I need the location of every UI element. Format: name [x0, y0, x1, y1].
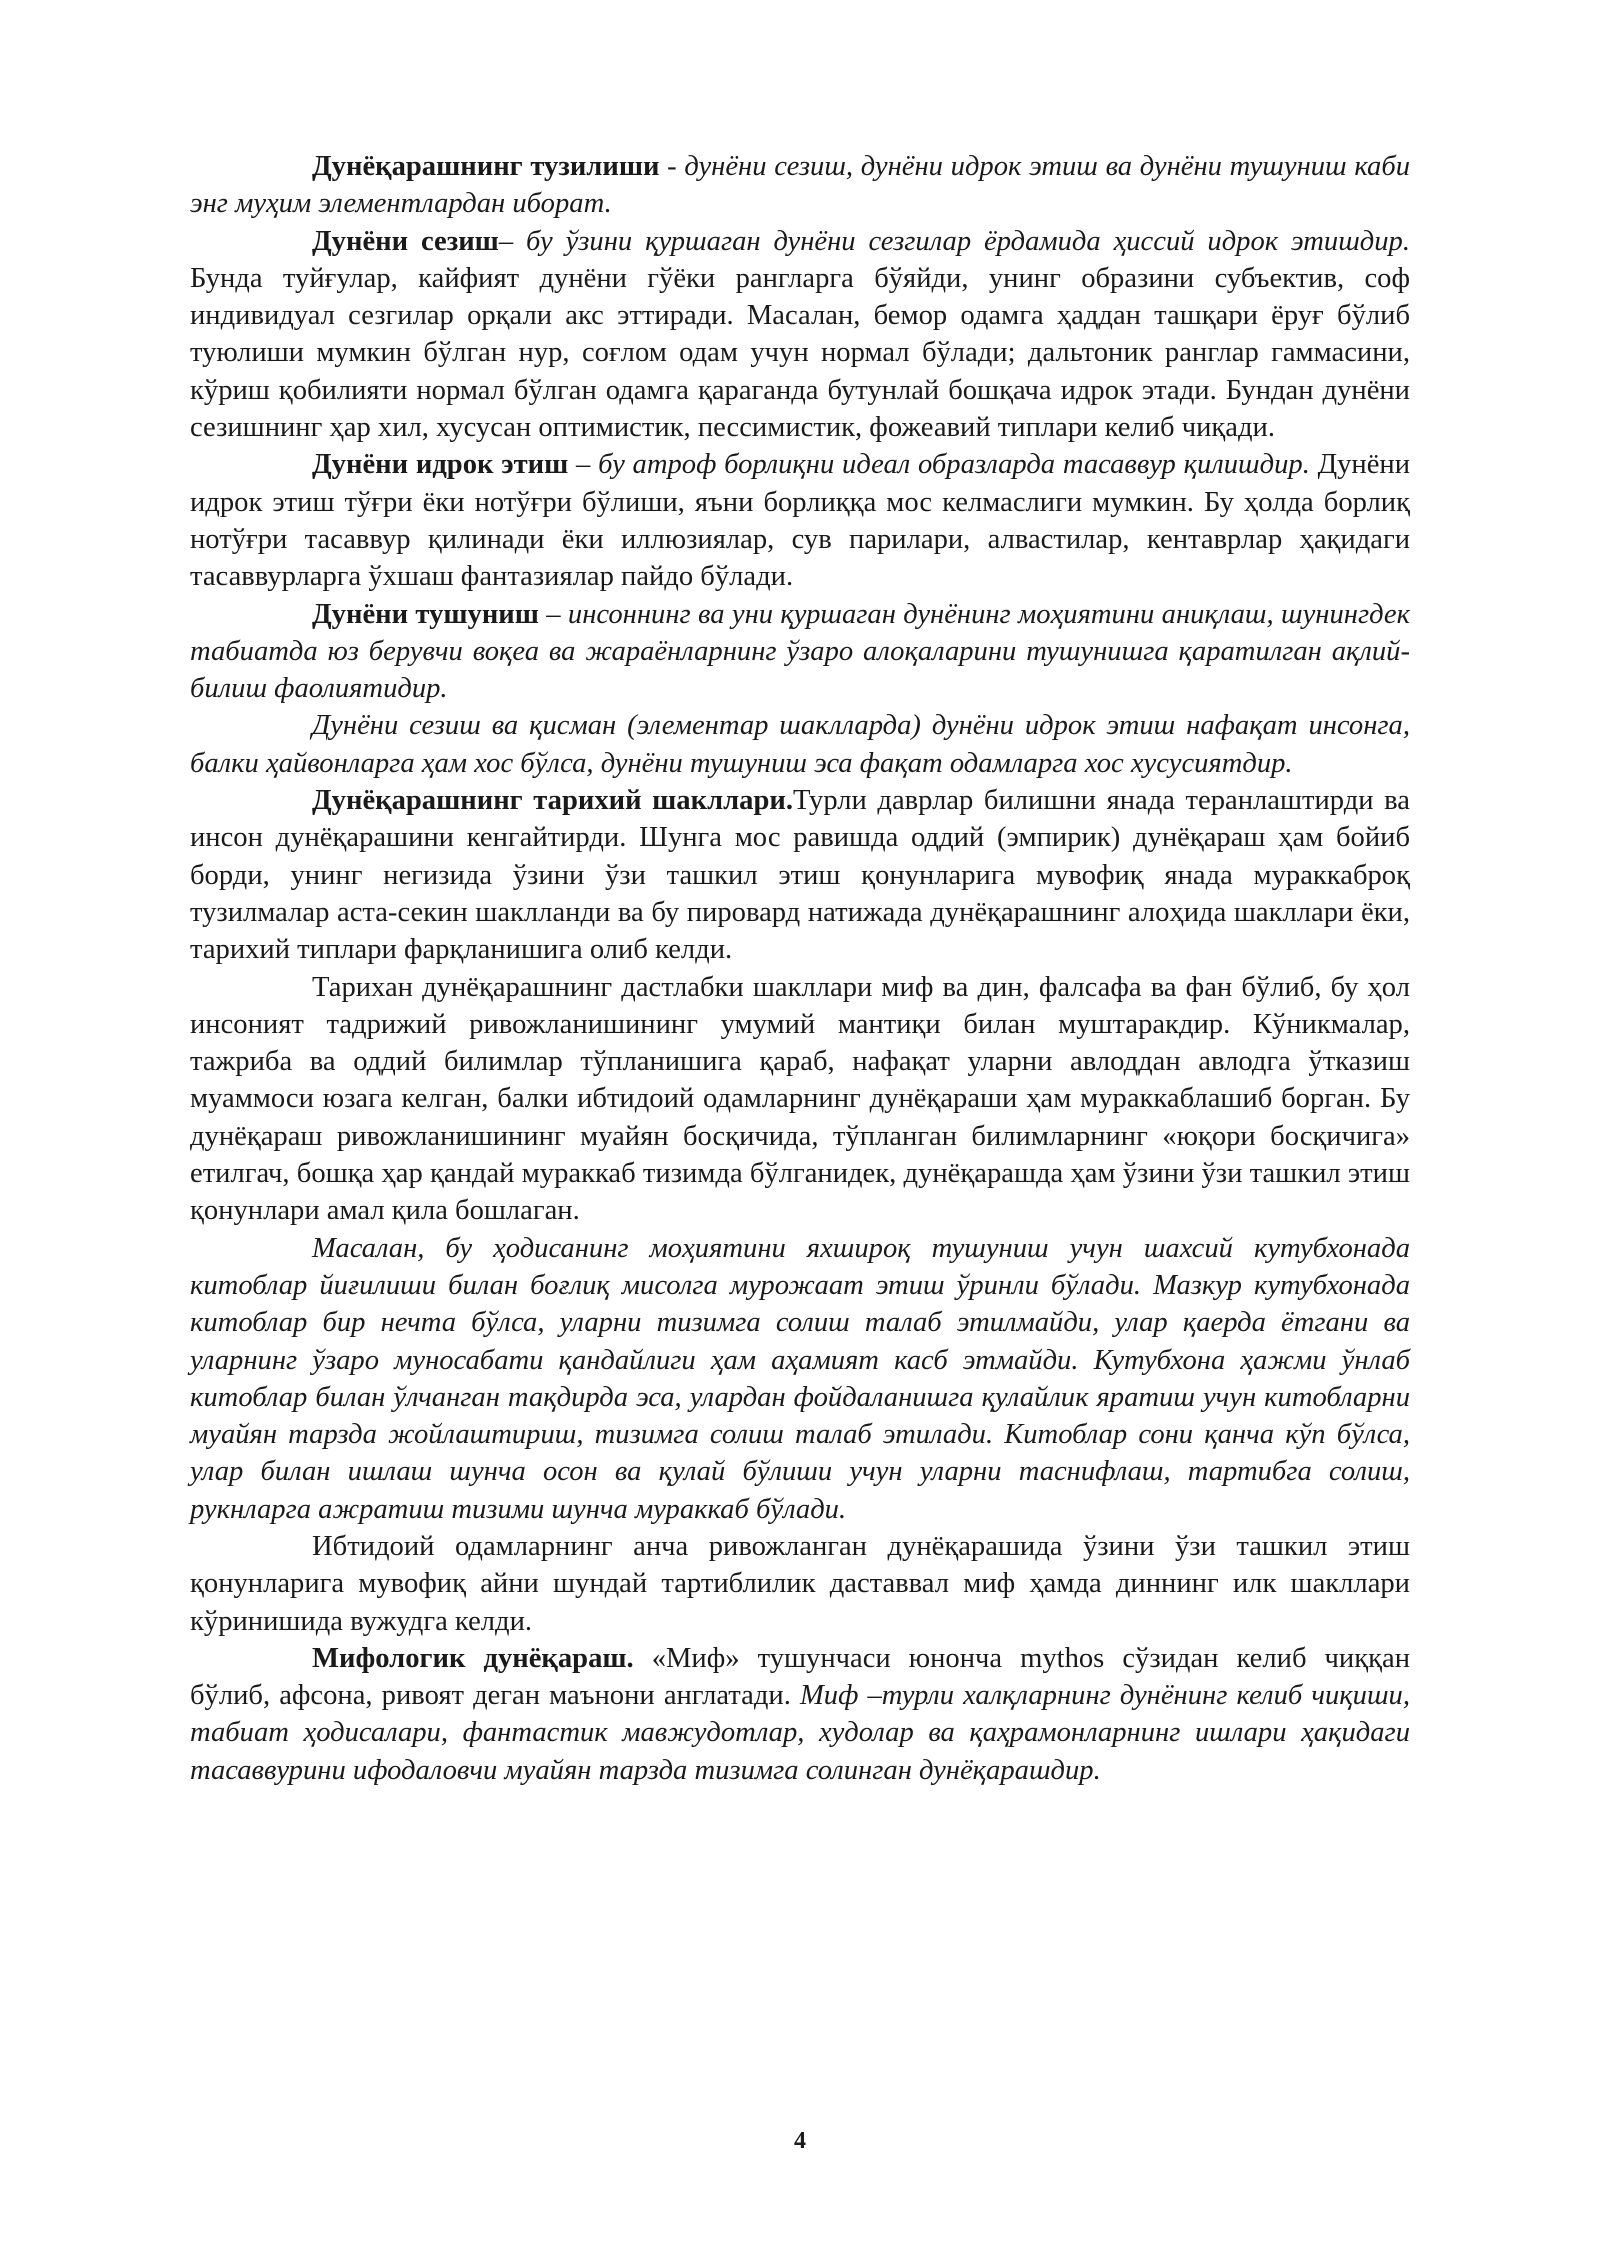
paragraph-world-understanding — [190, 596, 1410, 708]
italic-text: Дунёни сезиш ва қисман (элементар шаклларда) дунёни идрок этиш нафақат инсонга, балки ҳайвонларга ҳам хос бўлса, дунёни тушуниш эса фақат одамларга хос хусусиятдир. — [190, 710, 1410, 779]
term-world-sensation: Дунёни сезиш — [312, 225, 499, 257]
paragraph-world-sensation — [190, 223, 1410, 447]
paragraph-human-specificity — [190, 707, 1410, 782]
text-run: Турли даврлар билишни янада теранлаштирди ва инсон дунёқарашини кенгайтирди. Шунга мос равишда оддий (эмпирик) дунёқараш ҳам бойиб борди, унинг негизида ўзини ўзи ташкил этиш қонунларига мувофиқ янада мураккаброқ тузилмалар аста-секин шаклланди ва бу пировард натижада дунёқарашнинг алоҳида шакллари ёки, тарихий типлари фарқланишига олиб келди. — [190, 785, 1410, 966]
paragraph-library-example — [190, 1230, 1410, 1528]
definition-text: бу атроф борлиқни идеал образларда тасаввур қилишдир. — [598, 449, 1310, 481]
paragraph-world-perception — [190, 446, 1410, 595]
paragraph-primitive-worldview — [190, 1528, 1410, 1640]
text-run: Тарихан дунёқарашнинг дастлабки шакллари миф ва дин, фалсафа ва фан бўлиб, бу ҳол инсоният тадрижий ривожланишининг умумий мантиқи билан муштаракдир. Кўникмалар, тажриба ва оддий билимлар тўпланишига қараб, нафақат уларни авлоддан авлодга ўтказиш муаммоси юзага келган, балки ибтидоий одамларнинг дунёқараши ҳам мураккаблашиб борган. Бу дунёқараш ривожланишининг муайян босқичида, тўпланган билимларнинг «юқори босқичига» етилгач, бошқа ҳар қандай мураккаб тизимда бўлганидек, дунёқарашда ҳам ўзини ўзи ташкил этиш қонунлари амал қила бошлаган. — [190, 971, 1410, 1227]
text-run: - — [659, 151, 685, 182]
text-run: Ибтидоий одамларнинг анча ривожланган дунёқарашида ўзини ўзи ташкил этиш қонунларига мувофиқ айни шундай тартиблилик даставвал миф ҳамда диннинг илк шакллари кўринишида вужудга келди. — [190, 1530, 1410, 1637]
paragraph-worldview-structure — [190, 148, 1410, 223]
text-run: Бунда туйғулар, кайфият дунёни гўёки рангларга бўяйди, унинг образини субъектив, соф индивидуал сезгилар орқали акс эттиради. Масалан, бемор одамга ҳаддан ташқари ёруғ бўлиб туюлиши мумкин бўлган нур, соғлом одам учун нормал бўлади; дальтоник ранглар гаммасини, кўриш қобилияти нормал бўлган одамга қараганда бутунлай бошқача идрок этади. Бундан дунёни сезишнинг ҳар хил, хусусан оптимистик, пессимистик, фожеавий типлари келиб чиқади. — [190, 262, 1410, 444]
definition-text: Миф –турли халқларнинг дунёнинг келиб чиқиши, табиат ҳодисалари, фантастик мавжудотлар, худолар ва қаҳрамонларнинг ишлари ҳақидаги тасаввурини ифодаловчи муайян тарзда тизимга солинган дунёқарашдир. — [190, 1680, 1410, 1786]
definition-text: инсоннинг ва уни қуршаган дунёнинг моҳиятини аниқлаш, шунингдек табиатда юз берувчи воқеа ва жараёнларнинг ўзаро алоқаларини тушунишга қаратилган ақлий-билиш фаолиятидир. — [190, 598, 1410, 705]
term-mythological-worldview: Мифологик дунёқараш. — [312, 1642, 634, 1674]
document-body — [190, 148, 1410, 1789]
paragraph-historical-forms — [190, 782, 1410, 968]
page-number: 4 — [794, 2128, 806, 2154]
definition-text: дунёни сезиш, дунёни идрок этиш ва дунёни тушуниш каби энг муҳим элементлардан иборат. — [190, 151, 1410, 220]
term-historical-forms: Дунёқарашнинг тарихий шакллари. — [312, 785, 793, 817]
text-run: «Миф» тушунчаси юнонча mythos сўзидан келиб чиққан бўлиб, афсона, ривоят деган маънони англатади. — [190, 1642, 1410, 1712]
italic-text: Масалан, бу ҳодисанинг моҳиятини яхшироқ тушуниш учун шахсий кутубхонада китоблар йиғилиши билан боғлиқ мисолга мурожаат этиш ўринли бўлади. Мазкур кутубхонада китоблар бир нечта бўлса, уларни тизимга солиш талаб этилмайди, улар қаерда ётгани ва уларнинг ўзаро муносабати қандайлиги ҳам аҳамият касб этмайди. Кутубхона ҳажми ўнлаб китоблар билан ўлчанган тақдирда эса, улардан фойдаланишга қулайлик яратиш учун китобларни муайян тарзда жойлаштириш, тизимга солиш талаб этилади. Китоблар сони қанча кўп бўлса, улар билан ишлаш шунча осон ва қулай бўлиши учун уларни таснифлаш, тартибга солиш, рукнларга ажратиш тизими шунча мураккаб бўлади. — [190, 1232, 1410, 1525]
text-run: – — [568, 449, 599, 481]
paragraph-mythological-worldview — [190, 1640, 1410, 1789]
term-world-understanding: Дунёни тушуниш — [312, 598, 539, 630]
text-run: Дунёни идрок этиш тўғри ёки нотўғри бўлиши, яъни борлиққа мос келмаслиги мумкин. Бу ҳолда борлиқ нотўғри тасаввур қилинади ёки иллюзиялар, сув парилари, алвастилар, кентаврлар ҳақидаги тасаввурларга ўхшаш фантазиялар пайдо бўлади. — [190, 449, 1411, 593]
term-world-perception: Дунёни идрок этиш — [312, 449, 569, 481]
definition-text: – бу ўзини қуршаган дунёни сезгилар ёрдамида ҳиссий идрок этишдир. — [498, 225, 1410, 257]
text-run: – — [538, 598, 568, 630]
term-worldview-structure: Дунёқарашнинг тузилиши — [312, 151, 660, 182]
paragraph-early-forms — [190, 969, 1410, 1230]
